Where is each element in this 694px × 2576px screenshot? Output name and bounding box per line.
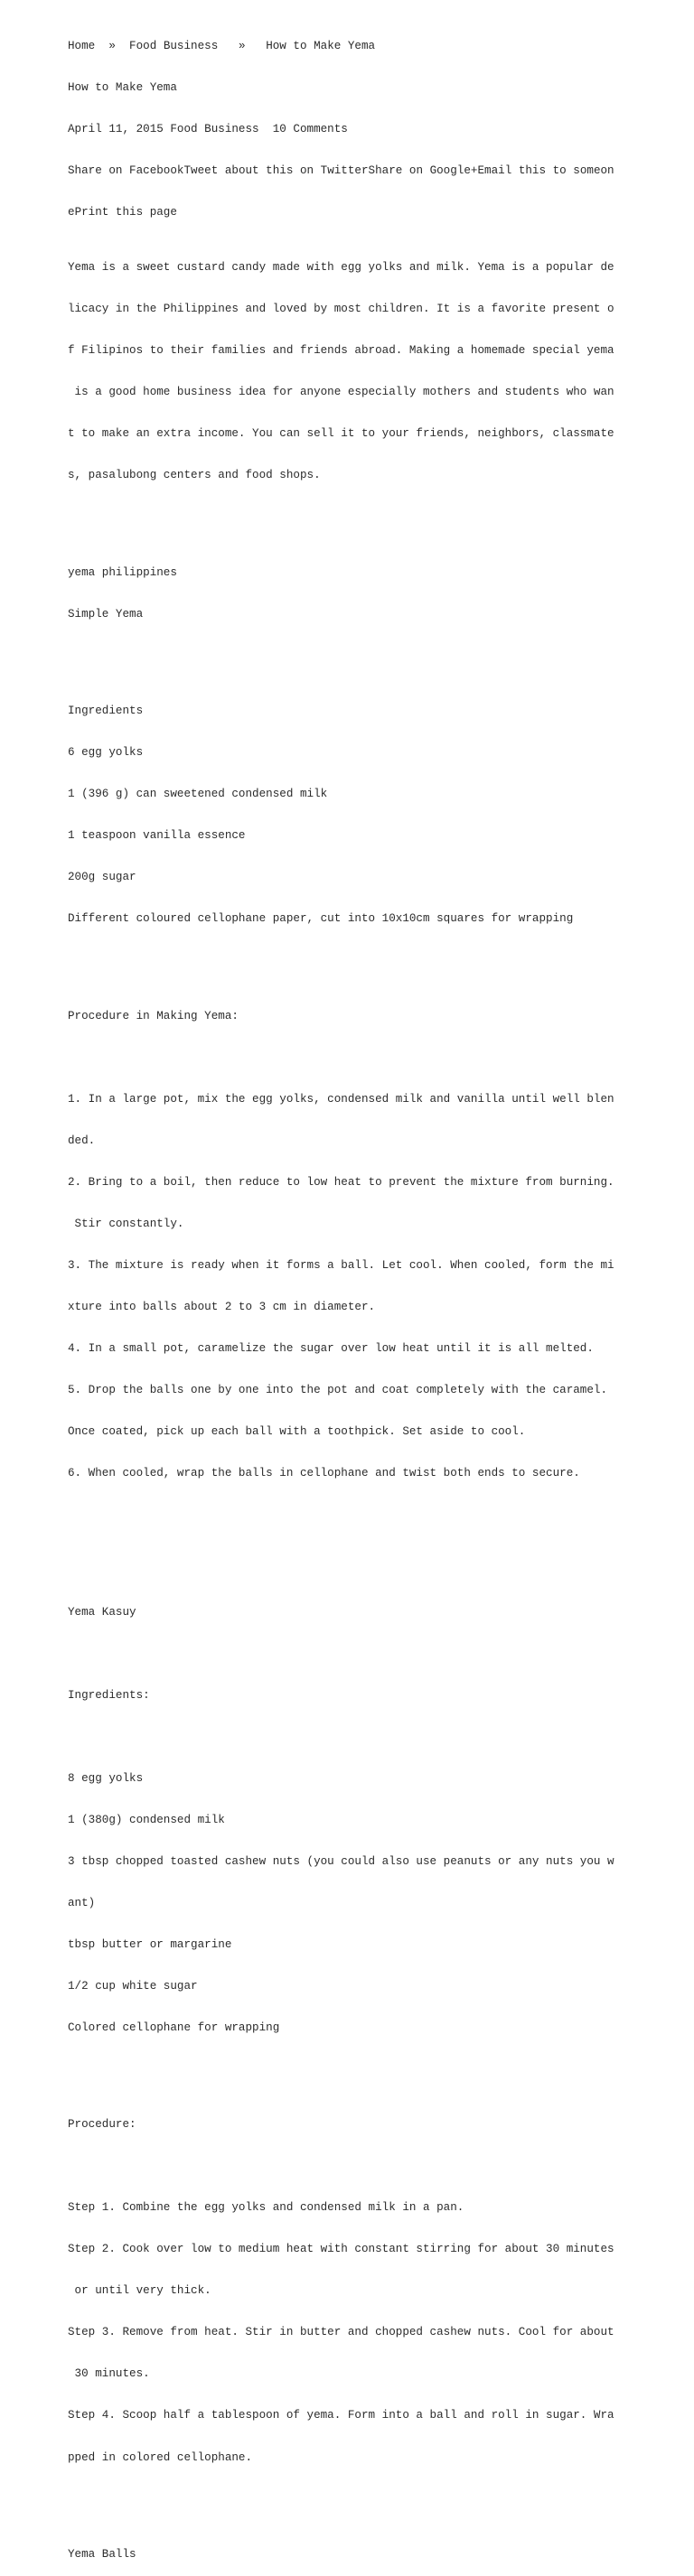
ingredients-heading: Ingredients bbox=[68, 705, 144, 718]
ingredient-item: 1 teaspoon vanilla essence bbox=[68, 829, 246, 843]
ingredient-item: Colored cellophane for wrapping bbox=[68, 2021, 280, 2034]
share-email-link-continued[interactable]: e bbox=[68, 205, 75, 219]
section-heading-yema-balls: Yema Balls bbox=[68, 2547, 136, 2561]
intro-line: is a good home business idea for anyone especially mothers and students who wan bbox=[68, 386, 614, 399]
ingredient-item: ant) bbox=[68, 1896, 96, 1909]
procedure-step: 2. Bring to a boil, then reduce to low heat to prevent the mixture from burning. bbox=[68, 1175, 614, 1189]
post-meta: April 11, 2015 Food Business 10 Comments bbox=[68, 122, 348, 135]
procedure-step: Once coated, pick up each ball with a toothpick. Set aside to cool. bbox=[68, 1425, 526, 1439]
procedure-step: Step 3. Remove from heat. Stir in butter and chopped cashew nuts. Cool for about bbox=[68, 2326, 614, 2339]
procedure-step: Step 1. Combine the egg yolks and condensed milk in a pan. bbox=[68, 2201, 464, 2215]
ingredient-item: 8 egg yolks bbox=[68, 1771, 144, 1785]
breadcrumb-current: How to Make Yema bbox=[266, 39, 376, 52]
procedure-step: 1. In a large pot, mix the egg yolks, condensed milk and vanilla until well blen bbox=[68, 1092, 614, 1106]
intro-line: s, pasalubong centers and food shops. bbox=[68, 469, 321, 482]
procedure-heading: Procedure: bbox=[68, 2118, 136, 2132]
section-heading-simple-yema: Simple Yema bbox=[68, 607, 144, 621]
procedure-step: Step 2. Cook over low to medium heat with constant stirring for about 30 minutes bbox=[68, 2243, 614, 2256]
image-caption: yema philippines bbox=[68, 565, 177, 579]
procedure-step: Step 4. Scoop half a tablespoon of yema. Form into a ball and roll in sugar. Wra bbox=[68, 2409, 614, 2422]
procedure-heading: Procedure in Making Yema: bbox=[68, 1009, 239, 1022]
ingredients-heading: Ingredients: bbox=[68, 1688, 150, 1702]
procedure-step: 5. Drop the balls one by one into the pot and coat completely with the caramel. bbox=[68, 1384, 608, 1397]
procedure-step: ded. bbox=[68, 1134, 96, 1147]
ingredient-item: 1 (396 g) can sweetened condensed milk bbox=[68, 788, 328, 801]
ingredient-item: 200g sugar bbox=[68, 871, 136, 884]
breadcrumb-home-link[interactable]: Home bbox=[68, 39, 96, 52]
breadcrumb-separator: » bbox=[218, 39, 267, 52]
intro-line: licacy in the Philippines and loved by most children. It is a favorite present o bbox=[68, 303, 614, 316]
share-email-link[interactable]: Email this to someon bbox=[477, 163, 614, 177]
procedure-step: pped in colored cellophane. bbox=[68, 2450, 253, 2464]
ingredient-item: 6 egg yolks bbox=[68, 746, 144, 760]
share-links bbox=[68, 164, 619, 178]
share-links-continued bbox=[68, 206, 619, 219]
intro-line: t to make an extra income. You can sell it to your friends, neighbors, classmate bbox=[68, 427, 614, 441]
procedure-step: 4. In a small pot, caramelize the sugar over low heat until it is all melted. bbox=[68, 1342, 594, 1355]
page-title: How to Make Yema bbox=[68, 80, 177, 94]
share-facebook-link[interactable]: Share on Facebook bbox=[68, 163, 184, 177]
breadcrumb-separator: » bbox=[95, 39, 130, 52]
procedure-step: Stir constantly. bbox=[68, 1217, 184, 1230]
ingredient-item: 1 (380g) condensed milk bbox=[68, 1813, 225, 1826]
procedure-step: 6. When cooled, wrap the balls in cellophane and twist both ends to secure. bbox=[68, 1467, 580, 1480]
breadcrumb-category-link[interactable]: Food Business bbox=[129, 39, 219, 52]
intro-line: f Filipinos to their families and friends abroad. Making a homemade special yema bbox=[68, 344, 614, 358]
ingredient-item: 1/2 cup white sugar bbox=[68, 1979, 198, 1993]
ingredient-item: 3 tbsp chopped toasted cashew nuts (you could also use peanuts or any nuts you w bbox=[68, 1854, 614, 1868]
share-twitter-link[interactable]: Tweet about this on Twitter bbox=[183, 163, 369, 177]
section-heading-yema-kasuy: Yema Kasuy bbox=[68, 1605, 136, 1619]
ingredient-item: Different coloured cellophane paper, cut into 10x10cm squares for wrapping bbox=[68, 912, 574, 926]
ingredient-item: tbsp butter or margarine bbox=[68, 1937, 232, 1951]
procedure-step: or until very thick. bbox=[68, 2284, 211, 2298]
breadcrumb bbox=[68, 40, 619, 53]
procedure-step: 30 minutes. bbox=[68, 2367, 150, 2381]
procedure-step: 3. The mixture is ready when it forms a ball. Let cool. When cooled, form the mi bbox=[68, 1258, 614, 1272]
intro-line: Yema is a sweet custard candy made with egg yolks and milk. Yema is a popular de bbox=[68, 261, 614, 275]
share-google-link[interactable]: Share on Google+ bbox=[368, 163, 478, 177]
print-page-link[interactable]: Print this page bbox=[74, 205, 177, 219]
article-page bbox=[68, 12, 619, 2576]
procedure-step: xture into balls about 2 to 3 cm in diameter. bbox=[68, 1300, 376, 1313]
